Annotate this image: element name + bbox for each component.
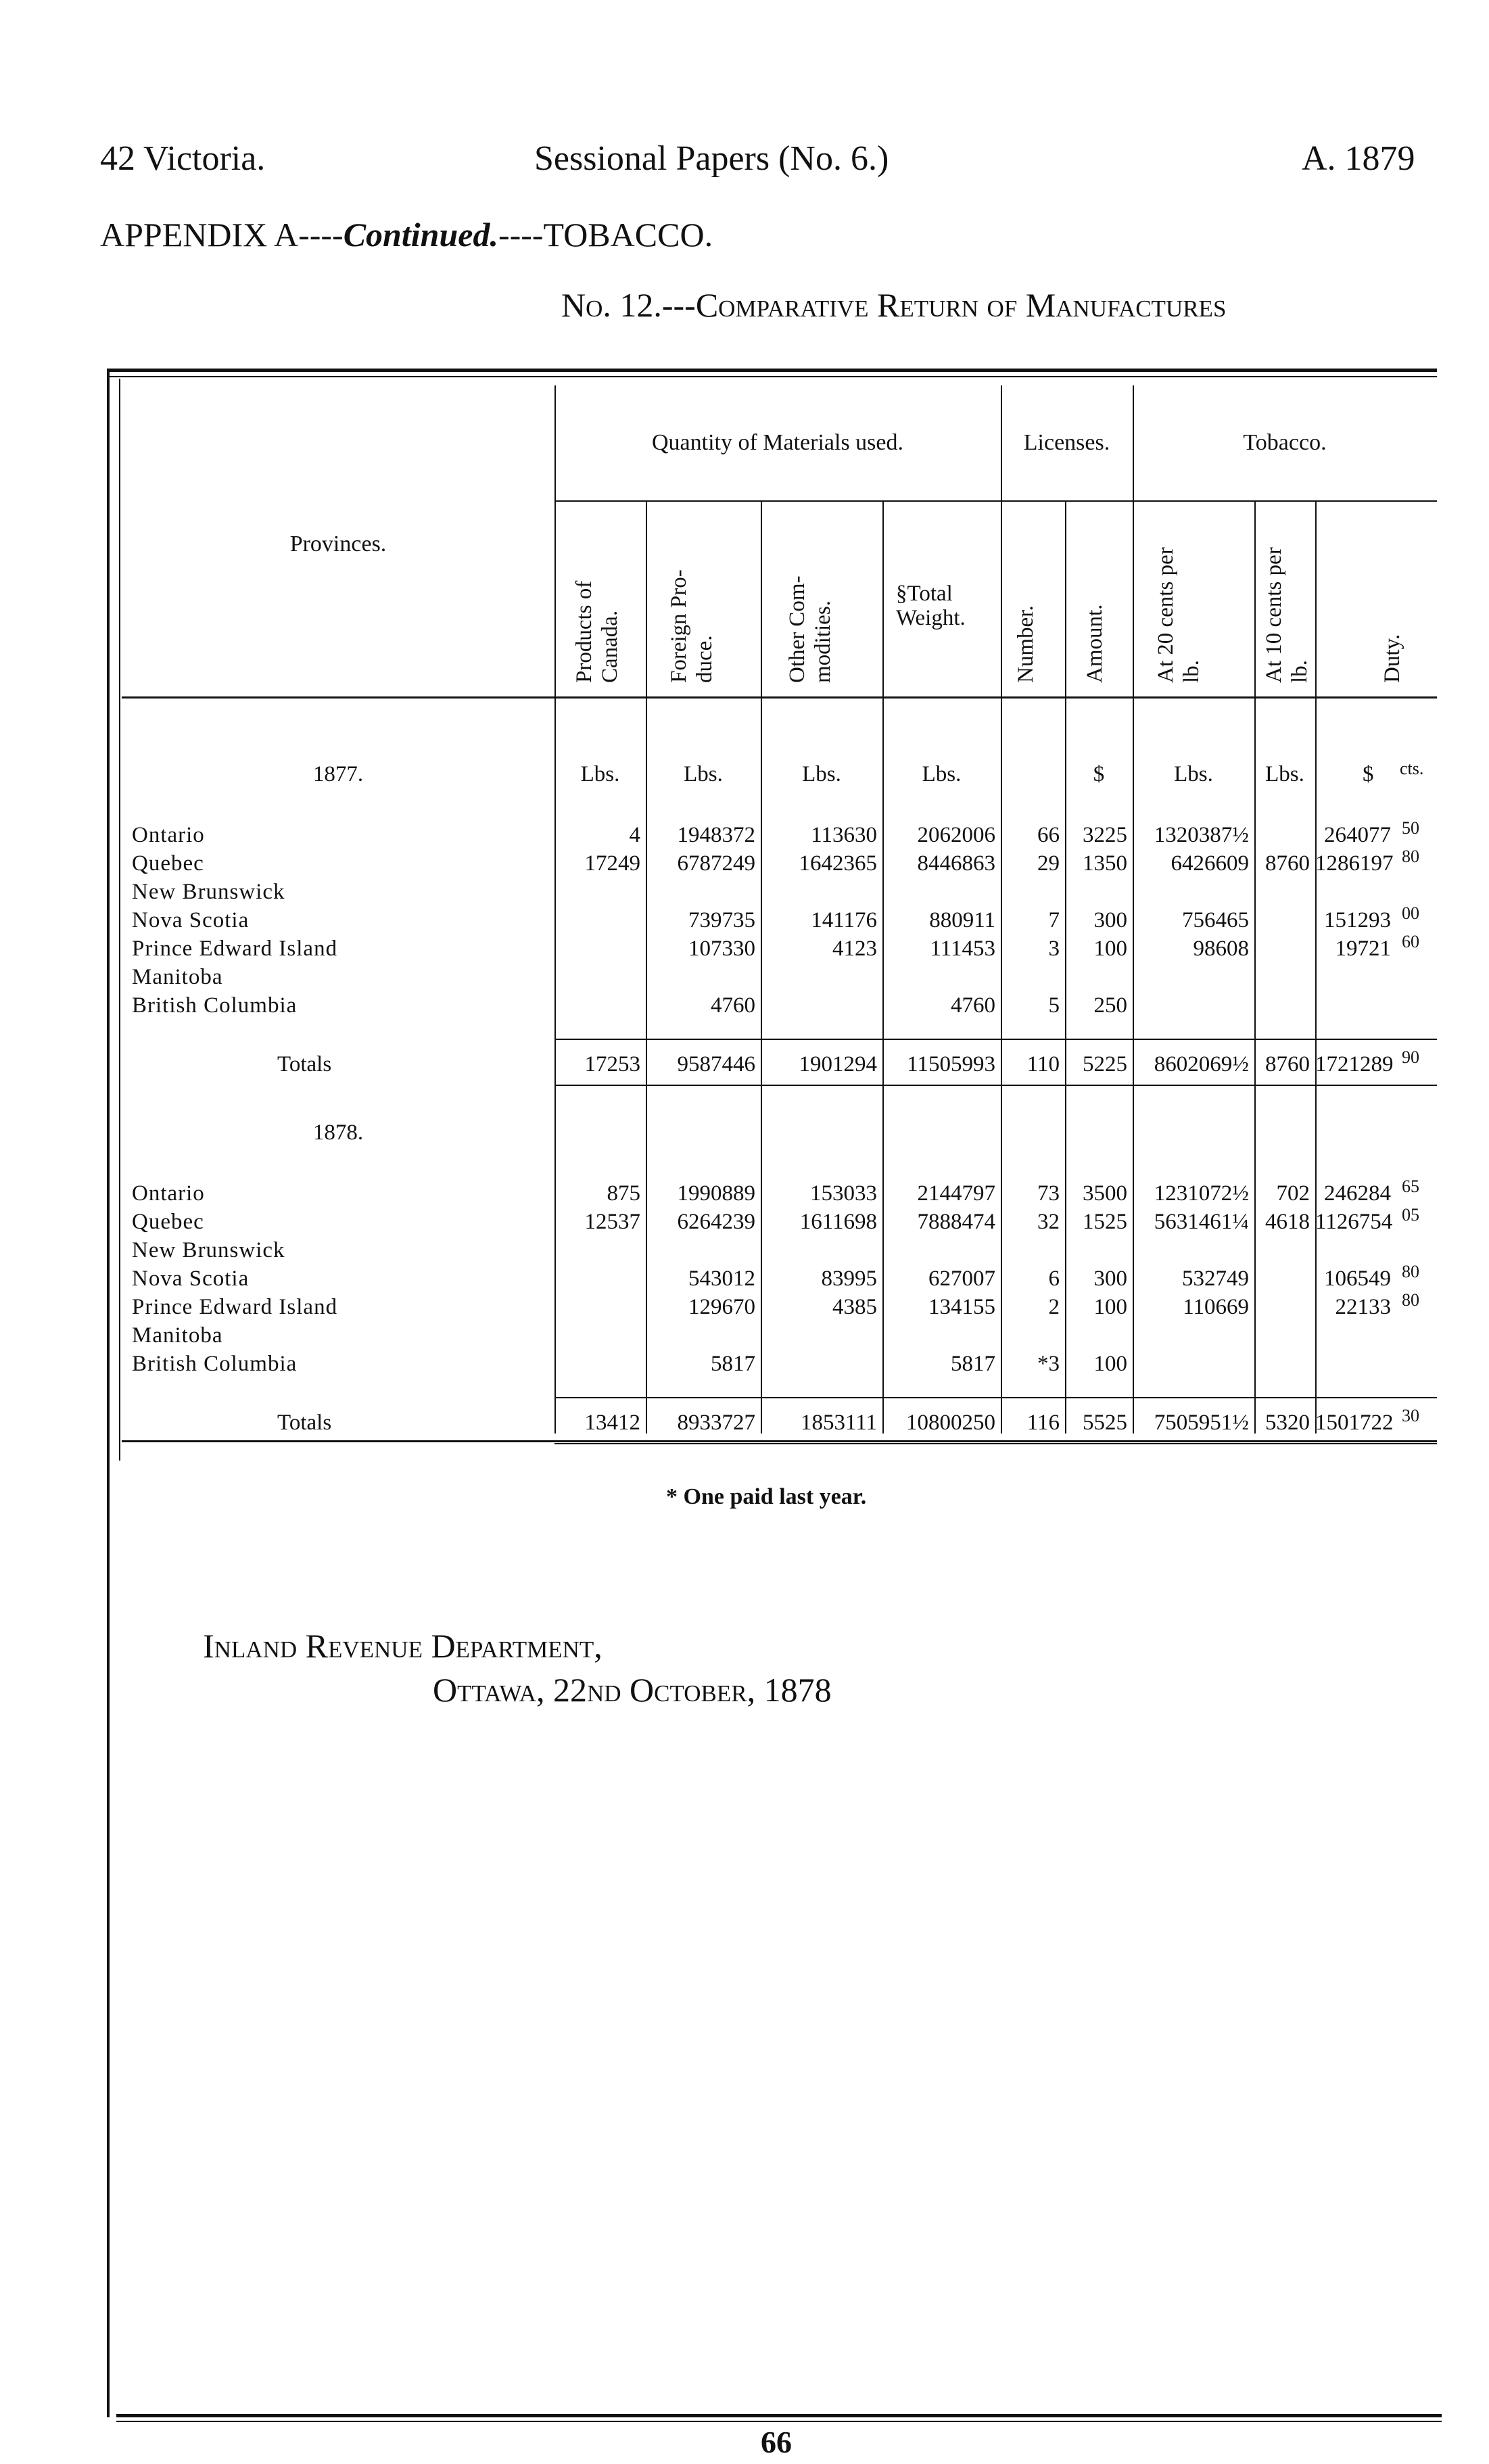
cell-other: 113630 <box>811 823 877 847</box>
cell-products: 12537 <box>584 1210 640 1234</box>
cell-products: 875 <box>607 1181 640 1206</box>
totals-products: 17253 <box>584 1052 640 1076</box>
cell-number: *3 <box>1037 1352 1060 1376</box>
cell-at20: 98608 <box>1193 937 1249 961</box>
cell-cts: 80 <box>1402 1290 1419 1310</box>
totals-number: 110 <box>1026 1052 1060 1076</box>
unit-total: Lbs. <box>922 762 962 786</box>
col-header-at10: At 10 cents per lb. <box>1262 547 1312 683</box>
cell-number: 32 <box>1037 1210 1060 1234</box>
group-header-licenses: Licenses. <box>1023 430 1110 455</box>
cell-other: 4385 <box>832 1295 877 1319</box>
year-label-1: 1878. <box>312 1120 364 1145</box>
totals-amount: 5525 <box>1083 1411 1127 1435</box>
cell-total: 7888474 <box>917 1210 995 1234</box>
cell-cts: 60 <box>1402 932 1419 951</box>
cell-duty: 106549 <box>1324 1266 1391 1291</box>
page-number: 66 <box>761 2425 792 2459</box>
cell-foreign: 739735 <box>688 908 755 932</box>
cell-other: 83995 <box>821 1266 877 1291</box>
cell-amount: 1525 <box>1083 1210 1127 1234</box>
cell-amount: 250 <box>1093 993 1127 1018</box>
cell-amount: 300 <box>1093 908 1127 932</box>
totals-label: Totals <box>277 1411 332 1435</box>
cell-foreign: 107330 <box>688 937 755 961</box>
province-name: Prince Edward Island <box>132 1295 338 1319</box>
unit-other: Lbs. <box>802 762 841 786</box>
group-header-tobacco: Tobacco. <box>1243 430 1327 455</box>
cell-amount: 100 <box>1093 1295 1127 1319</box>
cell-at10: 4618 <box>1265 1210 1310 1234</box>
col-header-number: Number. <box>1014 605 1038 683</box>
return-title: No. 12.---Comparative Return of Manufactures <box>561 286 1227 324</box>
cell-other: 141176 <box>811 908 877 932</box>
table-bottom-rule <box>122 1440 1437 1442</box>
provinces-header: Provinces. <box>289 531 387 556</box>
appendix-prefix: APPENDIX A---- <box>100 216 344 254</box>
cell-cts: 05 <box>1402 1205 1419 1225</box>
cell-at20: 6426609 <box>1171 851 1249 876</box>
totals-amount: 5225 <box>1083 1052 1127 1076</box>
cell-at20: 1231072½ <box>1154 1181 1249 1206</box>
totals-top-rule-0 <box>554 1039 1437 1040</box>
col-header-duty: Duty. <box>1380 634 1404 683</box>
cell-duty: 19721 <box>1335 937 1391 961</box>
appendix-title <box>100 215 713 254</box>
cell-number: 5 <box>1048 993 1060 1018</box>
cell-foreign: 129670 <box>688 1295 755 1319</box>
group-header-underline <box>554 500 1437 502</box>
cell-at20: 756465 <box>1182 908 1249 932</box>
bottom-rule-thin <box>116 2421 1442 2422</box>
cell-total: 2144797 <box>917 1181 995 1206</box>
unit-duty-cts: cts. <box>1400 759 1424 778</box>
cell-at10: 8760 <box>1265 851 1310 876</box>
cell-foreign: 1948372 <box>677 823 755 847</box>
appendix-suffix: ----TOBACCO. <box>498 216 713 254</box>
cell-number: 2 <box>1048 1295 1060 1319</box>
cell-amount: 100 <box>1093 937 1127 961</box>
group-header-quantity: Quantity of Materials used. <box>651 430 904 455</box>
appendix-continued: Continued. <box>343 216 498 254</box>
cell-duty: 1126754 <box>1315 1210 1393 1234</box>
bottom-rule <box>116 2414 1442 2417</box>
cell-number: 3 <box>1048 937 1060 961</box>
unit-foreign: Lbs. <box>684 762 723 786</box>
cell-at20: 5631461¼ <box>1154 1210 1249 1234</box>
cell-foreign: 4760 <box>711 993 755 1018</box>
cell-cts: 65 <box>1402 1177 1419 1196</box>
cell-amount: 100 <box>1093 1352 1127 1376</box>
cell-other: 1642365 <box>799 851 877 876</box>
cell-at20: 532749 <box>1182 1266 1249 1291</box>
cell-duty: 1286197 <box>1315 851 1394 876</box>
year-label-0: 1877. <box>312 762 364 786</box>
cell-duty: 22133 <box>1335 1295 1391 1319</box>
cell-cts: 50 <box>1402 818 1419 838</box>
cell-other: 1611698 <box>799 1210 877 1234</box>
totals-other: 1901294 <box>799 1052 877 1076</box>
totals-cts: 30 <box>1402 1406 1419 1425</box>
totals-foreign: 9587446 <box>677 1052 755 1076</box>
totals-at20: 7505951½ <box>1154 1411 1249 1435</box>
province-name: Manitoba <box>132 1323 223 1348</box>
province-name: New Brunswick <box>132 1238 285 1262</box>
province-name: New Brunswick <box>132 880 285 904</box>
cell-foreign: 6787249 <box>677 851 755 876</box>
cell-duty: 264077 <box>1324 823 1391 847</box>
frame-left-outer <box>107 369 110 2417</box>
totals-top-rule-1 <box>554 1397 1437 1398</box>
signature-place-date: Ottawa, 22nd October, 1878 <box>433 1671 832 1709</box>
province-name: British Columbia <box>132 1352 298 1376</box>
cell-total: 627007 <box>928 1266 995 1291</box>
col-header-at20: At 20 cents per lb. <box>1154 547 1204 683</box>
cell-products: 4 <box>629 823 640 847</box>
vrule-at20 <box>1254 502 1256 1434</box>
unit-duty-dollar: $ <box>1363 762 1374 786</box>
province-name: Nova Scotia <box>132 908 250 932</box>
province-name: Quebec <box>132 1210 204 1234</box>
cell-amount: 3500 <box>1083 1181 1127 1206</box>
header-bottom-rule <box>122 696 1437 698</box>
header-left: 42 Victoria. <box>100 139 266 178</box>
footnote: * One paid last year. <box>666 1484 867 1509</box>
unit-at20: Lbs. <box>1174 762 1213 786</box>
cell-number: 29 <box>1037 851 1060 876</box>
header-right: A. 1879 <box>1302 139 1415 178</box>
cell-total: 134155 <box>928 1295 995 1319</box>
province-name: Nova Scotia <box>132 1266 250 1291</box>
totals-foreign: 8933727 <box>677 1411 755 1435</box>
unit-at10: Lbs. <box>1265 762 1304 786</box>
cell-total: 8446863 <box>917 851 995 876</box>
cell-cts: 00 <box>1402 903 1419 923</box>
cell-other: 4123 <box>832 937 877 961</box>
totals-label: Totals <box>277 1052 332 1076</box>
totals-duty: 1721289 <box>1315 1052 1394 1076</box>
col-header-products: Products of Canada. <box>572 580 622 683</box>
col-header-other: Other Com- modities. <box>785 575 835 683</box>
cell-foreign: 543012 <box>688 1266 755 1291</box>
header-center: Sessional Papers (No. 6.) <box>534 139 889 178</box>
totals-at20: 8602069½ <box>1154 1052 1249 1076</box>
province-name: Manitoba <box>132 965 223 989</box>
cell-total: 4760 <box>951 993 995 1018</box>
province-name: British Columbia <box>132 993 298 1018</box>
cell-amount: 3225 <box>1083 823 1127 847</box>
cell-foreign: 5817 <box>711 1352 755 1376</box>
province-name: Ontario <box>132 823 205 847</box>
cell-total: 111453 <box>930 937 995 961</box>
col-header-foreign: Foreign Pro- duce. <box>667 569 717 683</box>
table-top-rule-thin <box>108 376 1437 377</box>
totals-products: 13412 <box>584 1411 640 1435</box>
totals-at10: 5320 <box>1265 1411 1310 1435</box>
totals-total: 11505993 <box>907 1052 995 1076</box>
vrule-prov <box>554 385 556 1434</box>
totals-bottom-rule-0 <box>554 1085 1437 1086</box>
totals-bottom-rule-1 <box>554 1443 1437 1444</box>
cell-number: 73 <box>1037 1181 1060 1206</box>
cell-number: 66 <box>1037 823 1060 847</box>
cell-cts: 80 <box>1402 1262 1419 1281</box>
totals-cts: 90 <box>1402 1047 1419 1067</box>
unit-amount: $ <box>1093 762 1105 786</box>
cell-other: 153033 <box>810 1181 877 1206</box>
province-name: Ontario <box>132 1181 205 1206</box>
frame-left-inner <box>119 379 120 1461</box>
cell-total: 880911 <box>929 908 995 932</box>
cell-number: 7 <box>1048 908 1060 932</box>
totals-total: 10800250 <box>906 1411 995 1435</box>
cell-products: 17249 <box>584 851 640 876</box>
totals-duty: 1501722 <box>1315 1411 1394 1435</box>
col-header-total: §Total Weight. <box>896 582 966 630</box>
totals-other: 1853111 <box>800 1411 877 1435</box>
signature-department: Inland Revenue Department, <box>203 1627 602 1665</box>
table-top-rule <box>108 369 1437 372</box>
col-header-amount: Amount. <box>1083 604 1107 683</box>
cell-total: 5817 <box>951 1352 995 1376</box>
province-name: Prince Edward Island <box>132 937 338 961</box>
cell-at10: 702 <box>1276 1181 1310 1206</box>
unit-products: Lbs. <box>580 762 620 786</box>
cell-number: 6 <box>1048 1266 1060 1291</box>
cell-amount: 300 <box>1093 1266 1127 1291</box>
cell-duty: 246284 <box>1324 1181 1391 1206</box>
cell-amount: 1350 <box>1083 851 1127 876</box>
cell-foreign: 1990889 <box>677 1181 755 1206</box>
cell-at20: 1320387½ <box>1154 823 1249 847</box>
totals-number: 116 <box>1026 1411 1060 1435</box>
cell-at20: 110669 <box>1183 1295 1249 1319</box>
cell-cts: 80 <box>1402 847 1419 866</box>
province-name: Quebec <box>132 851 204 876</box>
cell-duty: 151293 <box>1324 908 1391 932</box>
totals-at10: 8760 <box>1265 1052 1310 1076</box>
cell-total: 2062006 <box>917 823 995 847</box>
cell-foreign: 6264239 <box>677 1210 755 1234</box>
